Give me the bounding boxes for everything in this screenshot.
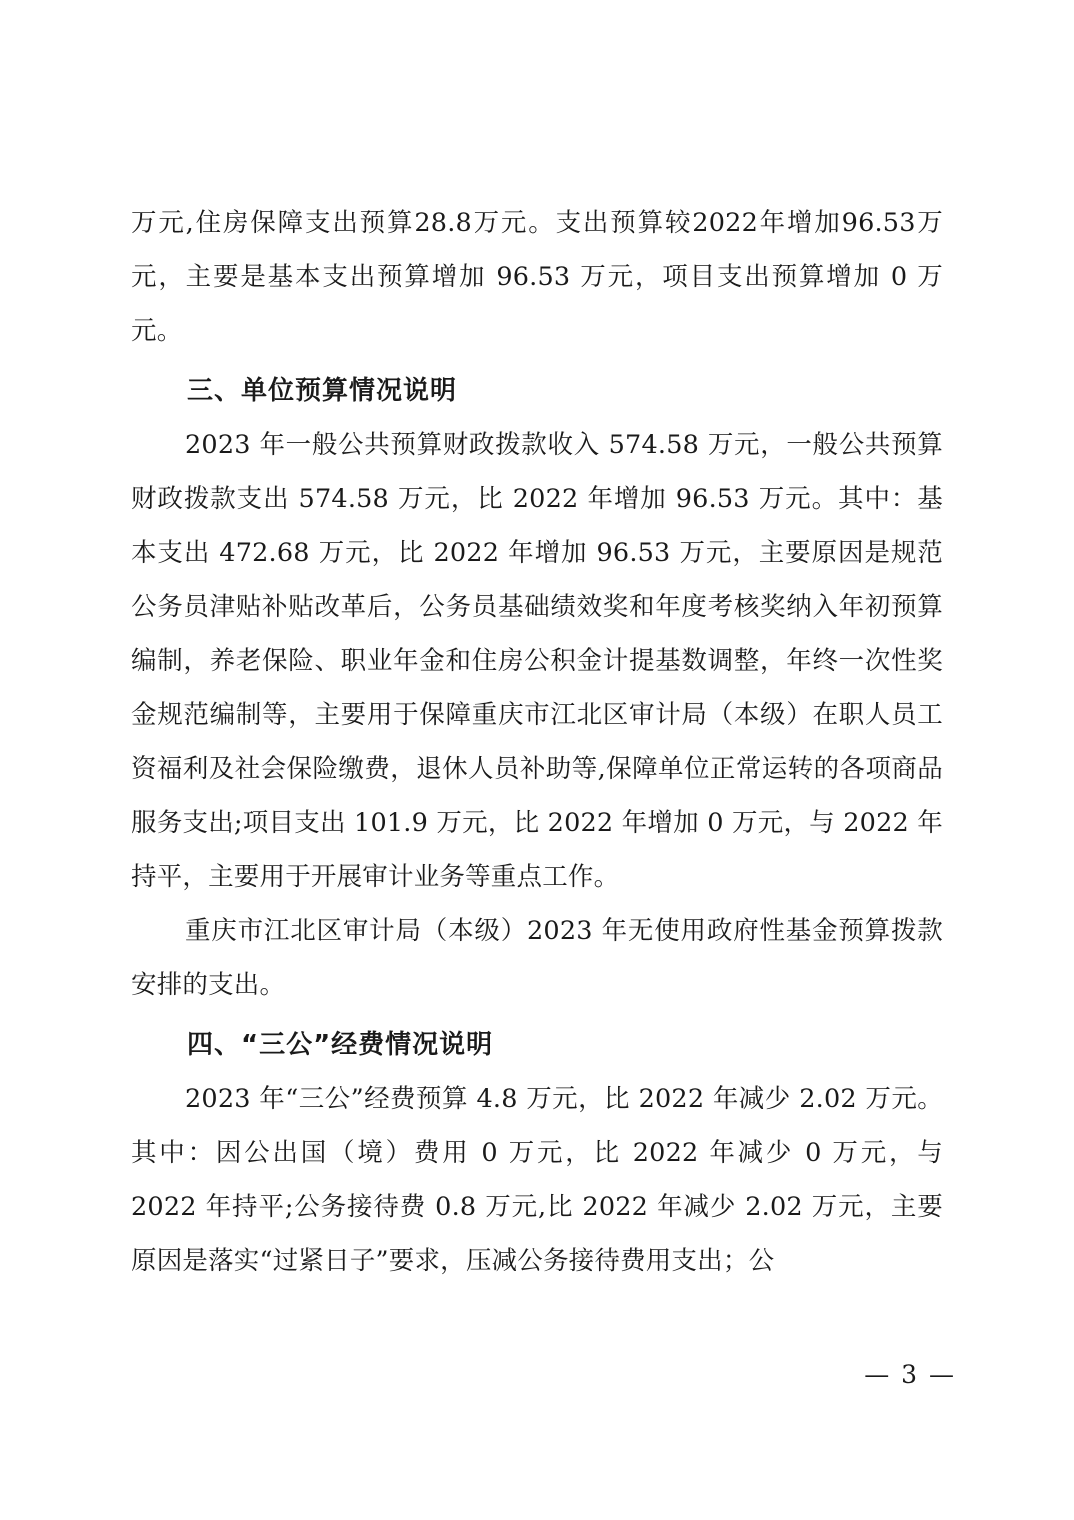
page-number: — 3 — <box>864 1360 956 1389</box>
heading-section-three: 三、单位预算情况说明 <box>187 376 458 406</box>
heading-section-four: 四、“三公”经费情况说明 <box>187 1030 494 1060</box>
paragraph-three-public-expenses: 2023 年“三公”经费预算 4.8 万元，比 2022 年减少 2.02 万元。其中：因公出国（境）费用 0 万元，比 2022 年减少 0 万元，与 2022 年持平;公务接待费 0.8 万元,比 2022 年减少 2.02 万元，主要原因是落实“过紧日子”要求，压减公务接待费用支出；公 <box>131 1084 943 1276</box>
paragraph-unit-budget-explanation: 2023 年一般公共预算财政拨款收入 574.58 万元，一般公共预算财政拨款支出 574.58 万元，比 2022 年增加 96.53 万元。其中：基本支出 472.68 万元，比 2022 年增加 96.53 万元，主要原因是规范公务员津贴补贴改革后，公务员基础绩效奖和年度考核奖纳入年初预算编制，养老保险、职业年金和住房公积金计提基数调整，年终一次性奖金规范编制等，主要用于保障重庆市江北区审计局（本级）在职人员工资福利及社会保险缴费，退休人员补助等,保障单位正常运转的各项商品服务支出;项目支出 101.9 万元，比 2022 年增加 0 万元，与 2022 年持平，主要用于开展审计业务等重点工作。 <box>131 430 943 892</box>
paragraph-continued-expenditure: 万元,住房保障支出预算28.8万元。支出预算较2022年增加96.53万元，主要是基本支出预算增加 96.53 万元，项目支出预算增加 0 万元。 <box>131 208 943 346</box>
document-body <box>131 196 943 1288</box>
paragraph-no-government-fund: 重庆市江北区审计局（本级）2023 年无使用政府性基金预算拨款安排的支出。 <box>131 916 943 1000</box>
